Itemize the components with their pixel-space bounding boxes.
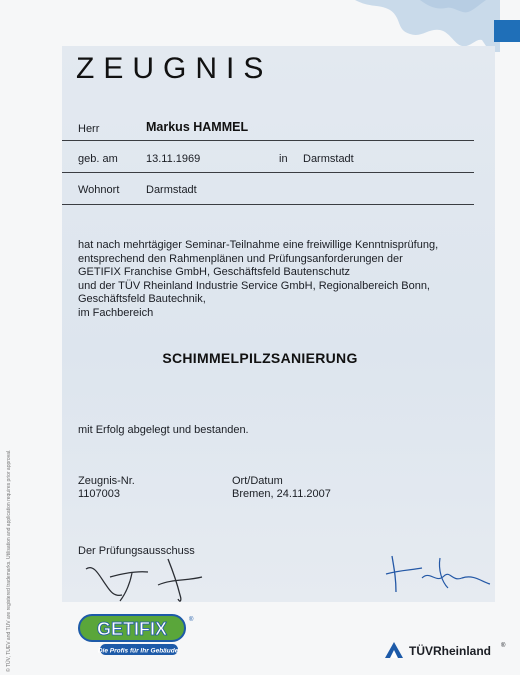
subject-heading: SCHIMMELPILZSANIERUNG — [162, 350, 358, 366]
certificate-panel — [62, 46, 495, 602]
place-date: Bremen, 24.11.2007 — [232, 488, 331, 500]
divider-line — [62, 204, 474, 205]
recipient-name: Markus HAMMEL — [146, 120, 249, 134]
birth-label: geb. am — [78, 153, 118, 165]
divider-line — [62, 140, 474, 141]
birth-date: 13.11.1969 — [146, 153, 201, 165]
registered-mark: ® — [501, 643, 506, 649]
world-map-graphic — [350, 0, 500, 52]
certificate-number-label: Zeugnis-Nr. — [78, 475, 135, 487]
certificate-title: ZEUGNIS — [76, 52, 273, 85]
tuv-rheinland-logo — [382, 638, 507, 662]
trademark-note: © TÜV, TUEV and TUV are registered trademarks. Utilisation and application requires prior approval. — [6, 449, 12, 672]
accent-square — [494, 20, 520, 42]
result-text: mit Erfolg abgelegt und bestanden. — [78, 424, 249, 436]
getifix-wordmark: GETIFIX — [96, 619, 168, 639]
birth-place-prefix: in — [279, 153, 288, 165]
divider-line — [62, 172, 474, 173]
residence-value: Darmstadt — [146, 184, 197, 196]
exam-description: hat nach mehrtägiger Seminar-Teilnahme eine freiwillige Kenntnisprüfung, entsprechend den Rahmenplänen und Prüfungsanforderungen der GETIFIX Franchise GmbH, Geschäftsfeld Bautenschutz und der TÜV Rheinland Industrie Service GmbH, Regionalbereich Bonn, Geschäftsfeld Bautechnik, im Fachbereich — [78, 239, 439, 319]
registered-mark: ® — [189, 617, 194, 623]
certificate-number: 1107003 — [78, 488, 121, 500]
committee-label: Der Prüfungsausschuss — [78, 545, 195, 557]
birth-place: Darmstadt — [303, 153, 354, 165]
signature-left — [80, 555, 210, 605]
signature-right — [382, 548, 492, 598]
salutation-label: Herr — [78, 123, 100, 135]
place-date-label: Ort/Datum — [232, 475, 283, 487]
residence-label: Wohnort — [78, 184, 120, 196]
getifix-logo — [78, 613, 196, 657]
tuv-wordmark: TÜVRheinland — [409, 644, 492, 658]
getifix-tagline: Die Profis für Ihr Gebäude. — [97, 647, 181, 655]
